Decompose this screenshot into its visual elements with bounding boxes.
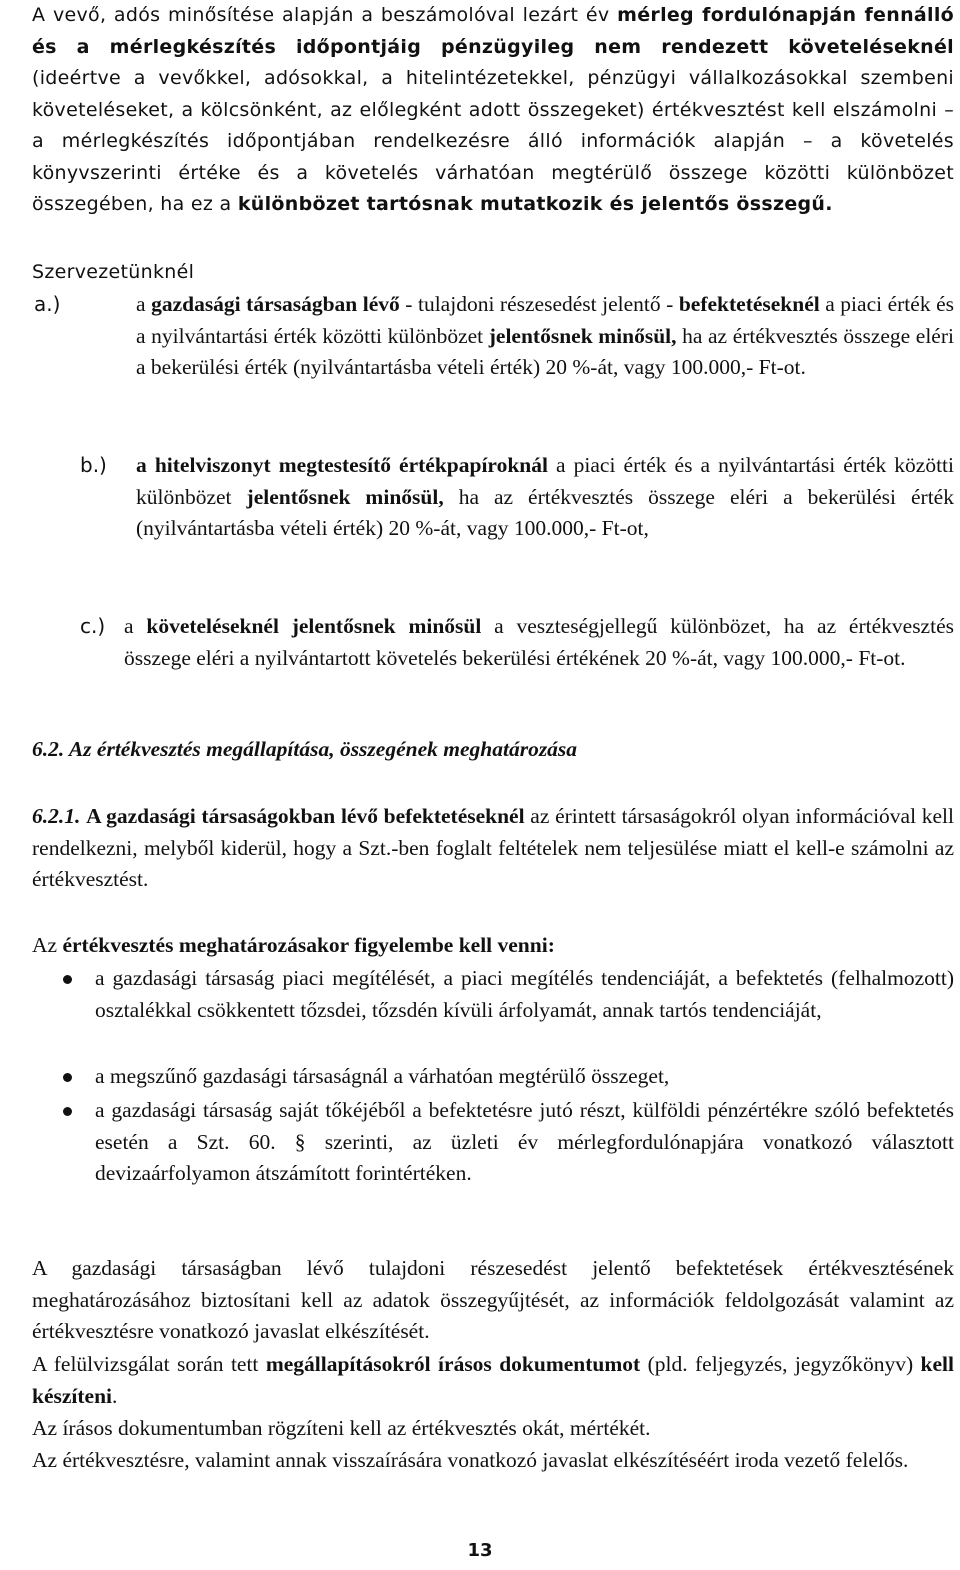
section-number: 6.2.1. [32,804,81,828]
item-c-marker: c.) [80,614,106,638]
bullet-icon [63,1073,72,1082]
item-b-body: a hitelviszonyt megtestesítő értékpapíroknál a piaci érték és a nyilvántartási érték közötti különbözet jelentősnek minősül, ha az értékvesztés összege eléri a bekerülési érték (nyilvántartásba vételi érték) 20 %-át, vagy 100.000,- Ft-ot, [136,453,955,540]
bullet-text: a megszűnő gazdasági társaságnál a várhatóan megtérülő összeget, [95,1064,670,1088]
intro-bold-2: különbözet tartósnak mutatkozik és jelentős összegű. [237,193,833,215]
intro-org-label: Szervezetünknél [32,261,195,283]
bullet-icon [63,1107,72,1116]
list-item [32,1061,954,1093]
intro-text-1: A vevő, adós minősítése alapján a beszámolóval lezárt év [32,4,618,26]
section-6-2-1-paragraph: 6.2.1. A gazdasági társaságokban lévő befektetéseknél az érintett társaságokról olyan információval kell rendelkezni, melyből kiderül, hogy a Szt.-ben foglalt feltételek nem teljesülése miatt el kell-e számolni az értékvesztést. [32,804,955,891]
closing-paragraph-2: A felülvizsgálat során tett megállapításokról írásos dokumentumot (pld. feljegyzés, jegyzőkönyv) kell készíteni. [32,1352,954,1408]
list-item-b [32,450,954,580]
item-a-body: a gazdasági társaságban lévő - tulajdoni részesedést jelentő - befektetéseknél a piaci érték és a nyilvántartási érték közötti különbözet jelentősnek minősül, ha az értékvesztés összege eléri a bekerülési érték (nyilvántartásba vételi érték) 20 %-át, vagy 100.000,- Ft-ot. [136,292,954,379]
list-item [32,963,954,1058]
intro-paragraph [32,0,954,221]
bullet-icon [63,975,72,984]
bullet-text: a gazdasági társaság saját tőkéjéből a befektetésre jutó részt, külföldi pénzértékre szóló befektetés esetén a Szt. 60. § szerinti, az üzleti év mérlegfordulónapjára vonatkozó választott devizaárfolyamon átszámított forintértéken. [95,1098,954,1185]
item-a-marker: a.) [34,292,61,316]
intro-text-2: (ideértve a vevőkkel, adósokkal, a hitelintézetekkel, pénzügyi vállalkozásokkal szembeni követeléseket, a kölcsönként, az előlegként adott összegeket) értékvesztést kell elszámolni – a mérlegkészítés időpontjában rendelkezésre álló információk alapján – a követelés könyvszerinti értéke és a követelés várhatóan megtérülő összege közötti különbözet összegében, ha ez a [32,67,954,215]
section-heading-6-2: 6.2. Az értékvesztés megállapítása, összegének meghatározása [32,737,578,761]
intro-bold-1: mérleg fordulónapján fennálló és a mérlegkészítés időpontjáig pénzügyileg nem rendezett követeléseknél [32,4,954,58]
list-item-c [32,611,954,711]
bullet-text: a gazdasági társaság piaci megítélését, a piaci megítélés tendenciáját, a befektetés (felhalmozott) osztalékkal csökkentett tőzsdei, tőzsdén kívüli árfolyamát, annak tartós tendenciáját, [95,966,954,1022]
closing-paragraph-3: Az írásos dokumentumban rögzíteni kell az értékvesztés okát, mértékét. [32,1416,651,1440]
list-item [32,1095,954,1220]
closing-paragraph-1: A gazdasági társaságban lévő tulajdoni részesedést jelentő befektetések értékvesztésének meghatározásához biztosítani kell az adatok összegyűjtését, az információk feldolgozását valamint az értékvesztésre vonatkozó javaslat elkészítését. [32,1256,954,1343]
item-b-marker: b.) [80,453,107,477]
consider-heading: Az értékvesztés meghatározásakor figyelembe kell venni: [32,933,555,957]
closing-paragraph-4: Az értékvesztésre, valamint annak visszaírására vonatkozó javaslat elkészítéséért iroda vezető felelős. [32,1448,909,1472]
page-number: 13 [467,1540,493,1561]
list-item-a [32,289,954,449]
item-c-body: a követeléseknél jelentősnek minősül a veszteségjellegű különbözet, ha az értékvesztés összege eléri a nyilvántartott követelés bekerülési értékének 20 %-át, vagy 100.000,- Ft-ot. [124,614,954,670]
